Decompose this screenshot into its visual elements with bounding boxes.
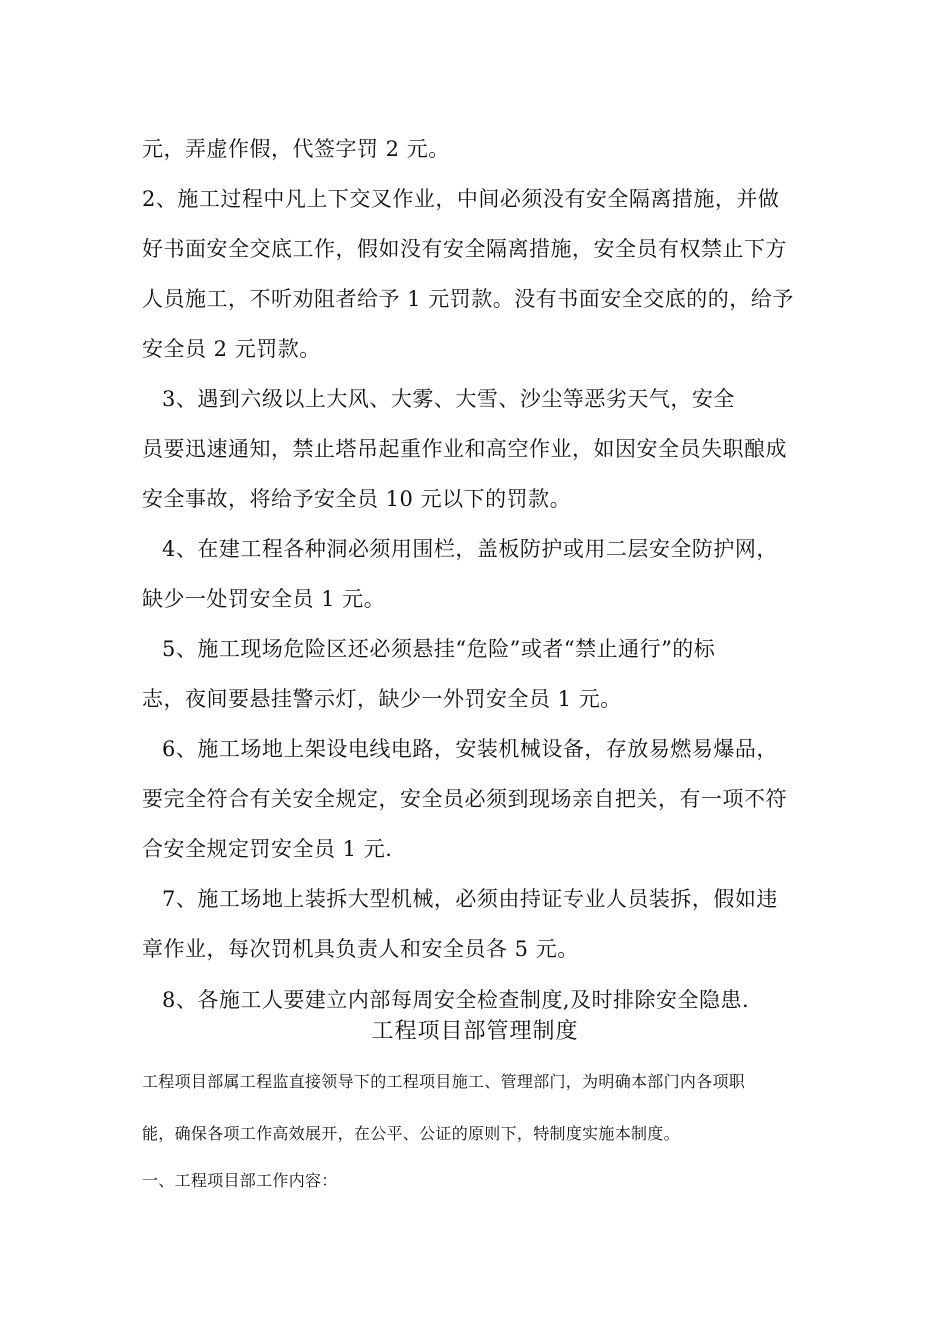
- text-line: 8、各施工人要建立内部每周安全检查制度,及时排除安全隐患.: [162, 988, 750, 1012]
- text-line: 安全事故，将给予安全员 10 元以下的罚款。: [142, 487, 572, 511]
- text-line: 6、施工场地上架设电线电路，安装机械设备，存放易燃易爆品，: [162, 737, 778, 761]
- section-title: 工程项目部管理制度: [371, 1019, 579, 1044]
- text-line: 缺少一处罚安全员 1 元。: [142, 587, 386, 611]
- text-line: 章作业，每次罚机具负责人和安全员各 5 元。: [142, 937, 579, 961]
- intro-line: 能，确保各项工作高效展开，在公平、公证的原则下，特制度实施本制度。: [142, 1124, 680, 1143]
- text-line: 3、遇到六级以上大风、大雾、大雪、沙尘等恶劣天气，安全: [162, 387, 735, 411]
- text-line: 安全员 2 元罚款。: [142, 337, 321, 361]
- text-line: 员要迅速通知，禁止塔吊起重作业和高空作业，如因安全员失职酿成: [142, 437, 787, 461]
- text-line: 合安全规定罚安全员 1 元.: [142, 837, 393, 861]
- text-line: 7、施工场地上装拆大型机械，必须由持证专业人员装拆，假如违: [162, 887, 778, 911]
- text-line: 5、施工现场危险区还必须悬挂“危险”或者“禁止通行”的标: [162, 637, 716, 661]
- intro-line: 一、工程项目部工作内容：: [142, 1171, 338, 1190]
- text-line: 好书面安全交底工作，假如没有安全隔离措施，安全员有权禁止下方: [142, 237, 787, 261]
- text-line: 元，弄虚作假，代签字罚 2 元。: [142, 137, 450, 161]
- intro-line: 工程项目部属工程监直接领导下的工程项目施工、管理部门，为明确本部门内各项职: [142, 1072, 746, 1091]
- text-line: 志，夜间要悬挂警示灯，缺少一外罚安全员 1 元。: [142, 687, 622, 711]
- text-line: 人员施工，不听劝阻者给予 1 元罚款。没有书面安全交底的的，给予: [142, 287, 794, 311]
- text-line: 2、施工过程中凡上下交叉作业，中间必须没有安全隔离措施，并做: [142, 187, 780, 211]
- text-line: 要完全符合有关安全规定，安全员必须到现场亲自把关，有一项不符: [142, 787, 787, 811]
- text-line: 4、在建工程各种洞必须用围栏，盖板防护或用二层安全防护网，: [162, 537, 778, 561]
